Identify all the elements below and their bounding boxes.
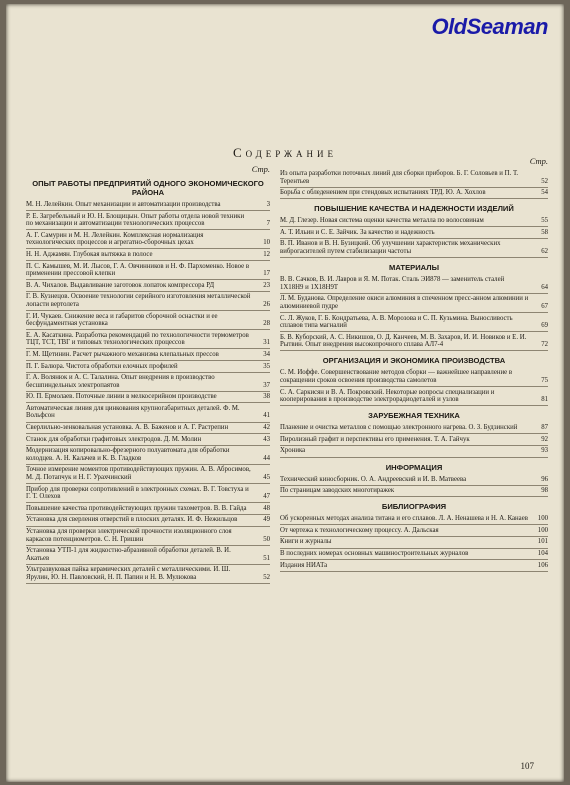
right-column	[280, 156, 548, 573]
toc-entry-title: Об ускоренных методах анализа титана и его сплавов. Л. А. Ненашева и Н. А. Канаев	[280, 515, 528, 523]
toc-entry-page: 3	[266, 201, 270, 208]
toc-entry-title: Модернизация копировально-фрезерного полуавтомата для обработки колодцев. А. Н. Калачев и К. В. Гладков	[26, 447, 230, 462]
toc-entry-page: 23	[263, 281, 270, 289]
toc-entry	[26, 282, 270, 292]
toc-entry-page: 51	[263, 554, 270, 562]
toc-entry	[280, 240, 548, 258]
watermark-logo: OldSeaman	[431, 14, 548, 39]
toc-entry-page: 10	[263, 239, 270, 247]
toc-entry	[280, 538, 548, 548]
toc-entry	[26, 293, 270, 311]
toc-entry-page: 42	[263, 424, 270, 432]
toc-entry-title: С. А. Саркисян и В. А. Покровский. Некоторые вопросы специализации и кооперирования в производстве электрорадиодеталей и узлов	[280, 388, 495, 404]
toc-entry-title: В. П. Иванов и В. Н. Бузицкий. Об улучшении характеристик механических виброгасителей путем стабилизации частоты	[280, 240, 501, 256]
toc-entry-page: 35	[263, 362, 270, 370]
toc-entry-title: Ультразвуковая пайка керамических деталей с металлическими. И. Ш. Ярулин, Ю. Н. Павловский, Н. П. Папин и Н. В. Мулюкова	[26, 566, 231, 581]
toc-entry	[280, 550, 548, 560]
toc-entry	[280, 334, 548, 352]
toc-entry-title: В. А. Чихалов. Выдавливание заготовок лопаток компрессора РД	[26, 281, 215, 289]
toc-entry-page: 101	[537, 538, 548, 546]
toc-entry	[26, 486, 270, 504]
toc-entry-page: 45	[263, 474, 270, 482]
toc-entry	[280, 276, 548, 294]
toc-entry	[26, 374, 270, 392]
toc-entry-title: Из опыта разработки поточных линий для сборки приборов. Б. Г. Соловьев и П. Т. Терентьев	[280, 170, 519, 185]
toc-entry-title: С. М. Иоффе. Совершенствование методов сборки — важнейшее направление в сокращении сроков освоения производства самолетов	[280, 369, 513, 384]
toc-entry-title: М. Н. Лелейкин. Опыт механизации и автоматизации производства	[26, 201, 221, 208]
section-heading: ПОВЫШЕНИЕ КАЧЕСТВА И НАДЕЖНОСТИ ИЗДЕЛИЙ	[314, 204, 514, 214]
toc-entry-title: В последних номерах основных машиностроительных журналов	[280, 550, 469, 558]
toc-entry-page: 100	[537, 515, 548, 523]
toc-entry-title: Технический киносборник. О. А. Андреевский и И. В. Матвеева	[280, 475, 467, 483]
toc-entry-page: 44	[263, 454, 270, 462]
toc-entry-title: От чертежа к технологическому процессу. А. Дальская	[280, 526, 439, 534]
toc-entry	[26, 313, 270, 331]
toc-entry-title: Повышение качества противодействующих пружин тахометров. В. В. Гайда	[26, 504, 247, 512]
toc-entry-title: Г. М. Щетинин. Расчет рычажного механизма клепальных прессов	[26, 350, 219, 358]
toc-entry-title: Г. И. Чукаев. Снижение веса и габаритов сборочной оснастки и ее бесфундаментная установка	[26, 312, 218, 328]
toc-entry-page: 17	[263, 270, 270, 278]
toc-entry-page: 52	[541, 177, 548, 185]
toc-entry	[26, 547, 270, 565]
toc-entry-title: С. Л. Жуков, Г. Б. Кондратьева, А. В. Морозова и С. П. Кузьмина. Выносливость сплавов типа магналий	[280, 314, 513, 330]
toc-entry-page: 87	[541, 424, 548, 432]
toc-entry	[280, 217, 548, 227]
toc-entry	[26, 251, 270, 261]
toc-entry-title: Издания НИАТа	[280, 561, 328, 569]
section-heading: БИБЛИОГРАФИЯ	[381, 502, 447, 512]
page-column-label: Стр.	[251, 164, 270, 174]
toc-entry-page: 92	[541, 435, 548, 443]
toc-entry-title: Г. А. Волянюк и А. С. Талалина. Опыт внедрения в производство бесшпиндельных электропаятов	[26, 374, 215, 389]
toc-entry-page: 75	[541, 377, 548, 384]
toc-entry	[26, 424, 270, 434]
toc-entry-page: 72	[541, 341, 548, 349]
toc-entry-title: Л. М. Буданова. Определение окиси алюминия в спеченном пресс-анном алюминии и алюминиевой пудре	[280, 295, 529, 310]
toc-entry	[26, 393, 270, 403]
toc-entry	[26, 505, 270, 515]
toc-entry	[26, 232, 270, 250]
toc-entry	[280, 527, 548, 537]
toc-entry-title: Книги и журналы	[280, 538, 332, 546]
toc-entry	[26, 436, 270, 446]
toc-entry	[26, 466, 270, 484]
toc-entry-page: 54	[541, 189, 548, 197]
toc-entry	[280, 369, 548, 387]
toc-entry-title: В. В. Сачков, В. И. Лавров и Я. М. Потак. Сталь ЭИ878 — заменитель сталей 1Х18Н9 и 1Х18Н9Т	[280, 276, 505, 291]
toc-entry-page: 26	[263, 300, 270, 308]
toc-entry	[280, 295, 548, 313]
left-column	[26, 164, 270, 586]
toc-entry-page: 96	[541, 475, 548, 483]
toc-entry-page: 41	[263, 412, 270, 420]
toc-entry-page: 38	[263, 393, 270, 401]
book-page	[6, 4, 564, 782]
toc-entry	[26, 201, 270, 211]
toc-entry-title: Г. В. Кузнецов. Освоение технологии серийного изготовления металлической лопасти вертолета	[26, 293, 251, 308]
toc-entry-page: 48	[263, 504, 270, 512]
toc-entry-page: 98	[541, 487, 548, 495]
toc-entry	[26, 351, 270, 361]
toc-entry	[280, 170, 548, 188]
toc-entry-page: 28	[263, 320, 270, 328]
toc-entry	[280, 229, 548, 239]
toc-entry-title: Автоматическая линия для цинкования крупногабаритных деталей. Ф. М. Вольфсон	[26, 404, 240, 420]
toc-entry-title: Планение и очистка металлов с помощью электронного нагрева. О. З. Будзинский	[280, 424, 518, 432]
toc-entry-title: Р. Е. Загребельный и Ю. Н. Блощицын. Опыт работы отдела новой техники по механизации и автоматизации технологических процессов	[26, 212, 245, 228]
toc-entry-title: Ю. П. Ермолаев. Поточные линии в мелкосерийном производстве	[26, 393, 217, 401]
toc-entry-title: Установка для сверления отверстий в плоских деталях. И. Ф. Нежильцов	[26, 516, 238, 524]
toc-entry	[280, 189, 548, 199]
toc-entry	[280, 487, 548, 497]
toc-entry-title: А. Т. Ильин и С. Е. Зайчик. За качество и надежность	[280, 228, 435, 236]
toc-entry-title: П. Г. Балюра. Чистота обработки елочных профилей	[26, 362, 178, 370]
toc-entry	[280, 424, 548, 434]
toc-entry	[280, 315, 548, 333]
toc-entry-page: 67	[541, 302, 548, 310]
section-heading: ИНФОРМАЦИЯ	[385, 462, 443, 472]
toc-entry-title: Прибор для проверки сопротивлений в электронных схемах. В. Г. Товстуха и Г. Т. Олехов	[26, 485, 249, 501]
section-heading: МАТЕРИАЛЫ	[389, 263, 439, 273]
toc-entry	[26, 566, 270, 584]
toc-entry-title: А. Г. Самурин и М. Н. Лелейкин. Комплексная нормализация технологических процессов и агрегатно-сборочных цехах	[26, 231, 204, 247]
section-heading: ОРГАНИЗАЦИЯ И ЭКОНОМИКА ПРОИЗВОДСТВА	[322, 356, 506, 366]
toc-entry	[280, 389, 548, 407]
toc-entry-page: 12	[263, 250, 270, 258]
toc-entry-page: 43	[263, 435, 270, 443]
toc-entry	[280, 476, 548, 486]
toc-entry-page: 50	[263, 535, 270, 543]
toc-entry	[280, 436, 548, 446]
toc-entry	[26, 447, 270, 465]
toc-entry-title: Станок для обработки графитовых электродов. Д. М. Молин	[26, 435, 202, 443]
page-title: Содержание	[232, 145, 338, 160]
toc-entry-title: Н. Н. Аджамян. Глубокая вытяжка в полосе	[26, 250, 153, 258]
toc-entry-page: 104	[537, 550, 548, 558]
section-heading: ЗАРУБЕЖНАЯ ТЕХНИКА	[368, 411, 460, 421]
toc-entry-page: 58	[541, 228, 548, 236]
toc-entry-title: Сверлильно-зенковальная установка. А. В. Баженов и А. Г. Растрепин	[26, 424, 229, 432]
toc-entry-title: Б. В. Куборский, А. С. Никишов, О. Д. Канчеев, М. В. Захаров, И. И. Новиков и Е. И. Рытвин. Опыт внедрения высокопрочного сплава АЛ7-4	[280, 333, 527, 349]
section-heading: ОПЫТ РАБОТЫ ПРЕДПРИЯТИЙ ОДНОГО ЭКОНОМИЧЕСКОГО РАЙОНА	[32, 179, 264, 197]
toc-entry-page: 81	[541, 396, 548, 404]
toc-entry-page: 69	[541, 322, 548, 330]
toc-entry-page: 31	[263, 339, 270, 347]
toc-entry	[26, 516, 270, 526]
toc-entry-title: П. С. Камышев, М. И. Лысов, Г. А. Овчинников и Н. Ф. Пархоменко. Новое в применении прессовой клепки	[26, 262, 250, 278]
toc-entry-title: Установка УТП-1 для жидкостно-абразивной обработки деталей. В. И. Акатьев	[26, 547, 231, 562]
toc-entry	[26, 405, 270, 423]
toc-entry-title: Хроника	[280, 447, 306, 455]
toc-entry	[26, 528, 270, 546]
toc-entry-page: 100	[537, 526, 548, 534]
toc-entry-title: Пиролизный графит и перспективы его применения. Т. А. Гайчук	[280, 435, 470, 443]
toc-entry	[26, 332, 270, 350]
toc-entry-title: М. Д. Глезер. Новая система оценки качества металла по волосовинам	[280, 217, 484, 225]
toc-entry-page: 34	[263, 350, 270, 358]
toc-entry-title: Установка для проверки электрической прочности изоляционного слоя каркасов потенциометров. С. Н. Гришин	[26, 528, 232, 543]
toc-entry-page: 93	[541, 447, 548, 455]
toc-entry-title: Е. А. Касаткина. Разработка рекомендаций по технологичности термометров ТЦТ, ТСТ, ТВГ и типовых технологических процессов	[26, 331, 249, 347]
toc-entry	[26, 213, 270, 231]
toc-entry-page: 49	[263, 516, 270, 524]
toc-entry	[280, 562, 548, 572]
toc-entry-page: 47	[263, 493, 270, 501]
toc-entry-page: 52	[263, 573, 270, 581]
toc-entry-title: Точное измерение моментов противодействующих пружин. А. В. Абросимов, М. Д. Потапчук и Н. Г. Урахчинский	[26, 466, 251, 482]
toc-entry	[26, 263, 270, 281]
toc-entry-page: 62	[541, 248, 548, 256]
toc-entry	[26, 363, 270, 373]
page-number: 107	[520, 761, 534, 771]
toc-entry-page: 55	[541, 217, 548, 225]
toc-entry	[280, 447, 548, 457]
toc-entry-page: 7	[266, 220, 270, 228]
toc-entry-title: Борьба с обледенением при стендовых испытаниях ТРД. Ю. А. Хохлов	[280, 189, 486, 197]
toc-entry	[280, 515, 548, 525]
toc-entry-page: 37	[263, 381, 270, 389]
toc-entry-title: По страницам заводских многотиражек	[280, 487, 395, 495]
toc-entry-page: 106	[537, 561, 548, 569]
page-column-label: Стр.	[529, 156, 548, 166]
toc-entry-page: 64	[541, 283, 548, 291]
